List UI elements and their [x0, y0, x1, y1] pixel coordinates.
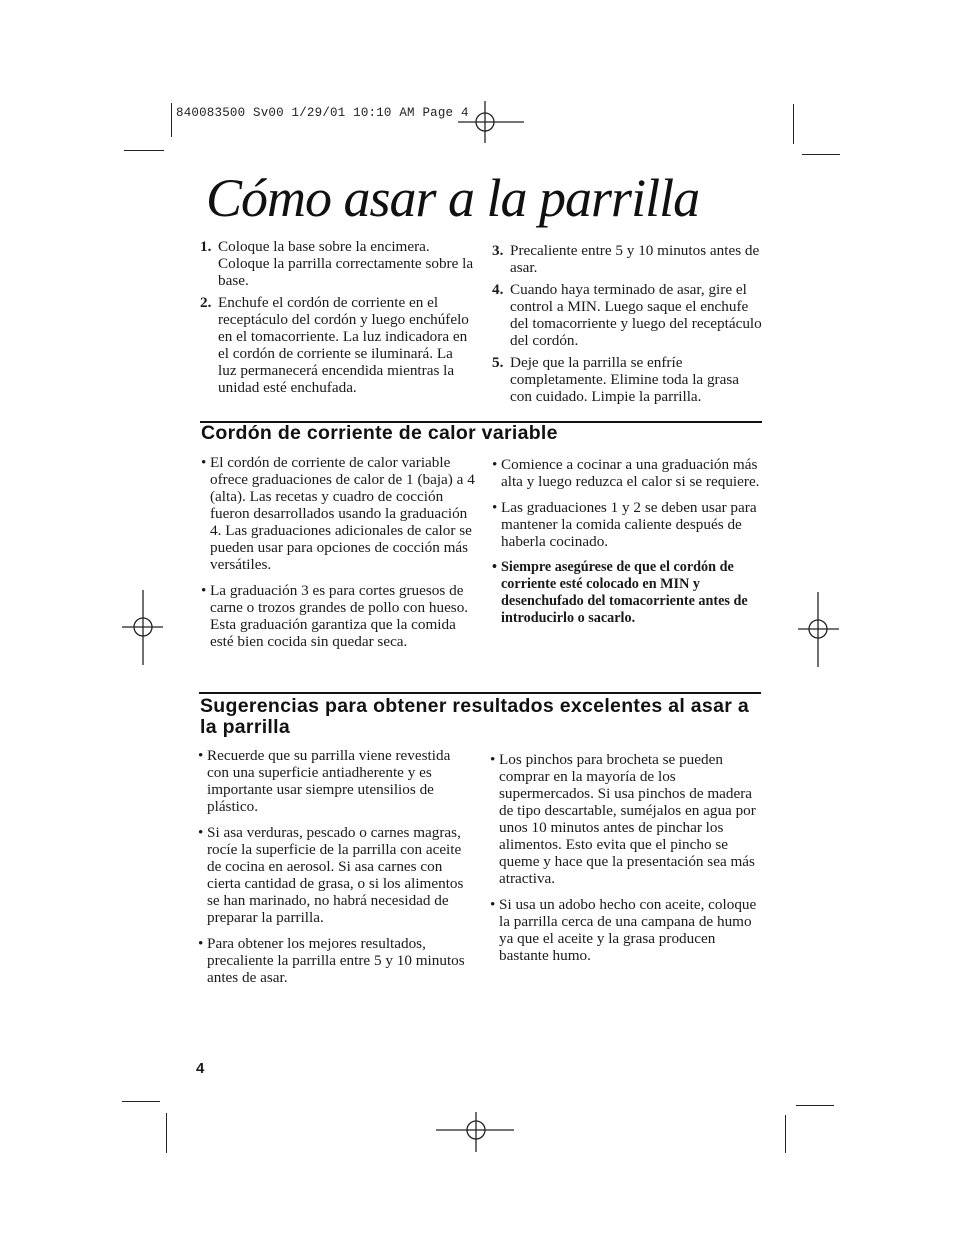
- section-heading: Sugerencias para obtener resultados excelentes al asar a la parrilla: [200, 695, 749, 738]
- step-number: 5.: [492, 354, 504, 371]
- step-text: Cuando haya terminado de asar, gire el control a MIN. Luego saque el enchufe del tomacorriente y luego del receptáculo del cordón.: [510, 281, 762, 349]
- section2-right-column: [490, 751, 760, 964]
- step-number: 2.: [200, 294, 212, 311]
- steps-left-column: [200, 238, 475, 396]
- page-title: Cómo asar a la parrilla: [206, 168, 700, 228]
- print-slug: 840083500 Sv00 1/29/01 10:10 AM Page 4: [176, 106, 469, 120]
- bullet-item: • Si usa un adobo hecho con aceite, coloque la parrilla cerca de una campana de humo ya que el aceite y la grasa producen bastante humo.: [490, 896, 760, 964]
- registration-mark-bottom: [436, 1112, 516, 1154]
- step-text: Coloque la base sobre la encimera. Coloque la parrilla correctamente sobre la base.: [218, 238, 474, 289]
- steps-right-column: [492, 242, 762, 405]
- step-item: [492, 354, 762, 405]
- crop-mark: [793, 104, 794, 144]
- step-text: Precaliente entre 5 y 10 minutos antes de asar.: [510, 242, 760, 276]
- bullet-item: • Recuerde que su parrilla viene revestida con una superficie antiadherente y es importante usar siempre utensilios de plástico.: [198, 747, 473, 815]
- bullet-item-warning: • Siempre asegúrese de que el cordón de corriente esté colocado en MIN y desenchufado del tomacorriente antes de introducirlo o sacarlo.: [492, 559, 760, 627]
- step-item: [492, 242, 762, 276]
- registration-mark-right: [798, 592, 840, 668]
- crop-mark: [122, 1101, 160, 1102]
- bullet-item: • Las graduaciones 1 y 2 se deben usar para mantener la comida caliente después de haberla cocinado.: [492, 499, 760, 550]
- section2-left-column: [198, 747, 473, 986]
- step-item: [200, 294, 475, 396]
- crop-mark: [124, 150, 164, 151]
- step-text: Deje que la parrilla se enfríe completamente. Elimine toda la grasa con cuidado. Limpie la parrilla.: [510, 354, 739, 405]
- step-item: [492, 281, 762, 349]
- step-number: 3.: [492, 242, 504, 259]
- crop-mark: [796, 1105, 834, 1106]
- bullet-item: • Si asa verduras, pescado o carnes magras, rocíe la superficie de la parrilla con aceite de cocina en aerosol. Si asa carnes con cierta cantidad de grasa, o si los alimentos se han marinado, no habrá necesidad de preparar la parrilla.: [198, 824, 473, 926]
- page-number: 4: [196, 1060, 205, 1077]
- crop-mark: [785, 1115, 786, 1153]
- step-text: Enchufe el cordón de corriente en el receptáculo del cordón y luego enchúfelo en el tomacorriente. La luz indicadora en el cordón de corriente se iluminará. La luz permanecerá encendida mientras la unidad esté enchufada.: [218, 294, 469, 396]
- section1-right-column: [492, 456, 760, 627]
- bullet-item: • Comience a cocinar a una graduación más alta y luego reduzca el calor si se requiere.: [492, 456, 760, 490]
- bullet-item: • La graduación 3 es para cortes gruesos de carne o trozos grandes de pollo con hueso. Esta graduación garantiza que la comida esté bien cocida sin quedar seca.: [201, 582, 476, 650]
- bullet-item: • Para obtener los mejores resultados, precaliente la parrilla entre 5 y 10 minutos antes de asar.: [198, 935, 473, 986]
- bullet-item: • Los pinchos para brocheta se pueden comprar en la mayoría de los supermercados. Si usa pinchos de madera de tipo descartable, suméjalos en agua por unos 10 minutos antes de pinchar los alimentos. Esto evita que el pincho se queme y hace que la presentación sea más atractiva.: [490, 751, 760, 887]
- step-number: 4.: [492, 281, 504, 298]
- section1-left-column: [201, 454, 476, 650]
- crop-mark: [171, 103, 172, 137]
- crop-mark: [166, 1113, 167, 1153]
- step-number: 1.: [200, 238, 212, 255]
- registration-mark-left: [122, 590, 164, 666]
- section-rule: [199, 692, 761, 694]
- bullet-item: • El cordón de corriente de calor variable ofrece graduaciones de calor de 1 (baja) a 4 (alta). Las recetas y cuadro de cocción fueron desarrollados usando la graduación 4. Las graduaciones adicionales de calor se pueden usar para opciones de cocción más versátiles.: [201, 454, 476, 573]
- crop-mark: [802, 154, 840, 155]
- step-item: [200, 238, 475, 289]
- section-heading: Cordón de corriente de calor variable: [201, 422, 558, 444]
